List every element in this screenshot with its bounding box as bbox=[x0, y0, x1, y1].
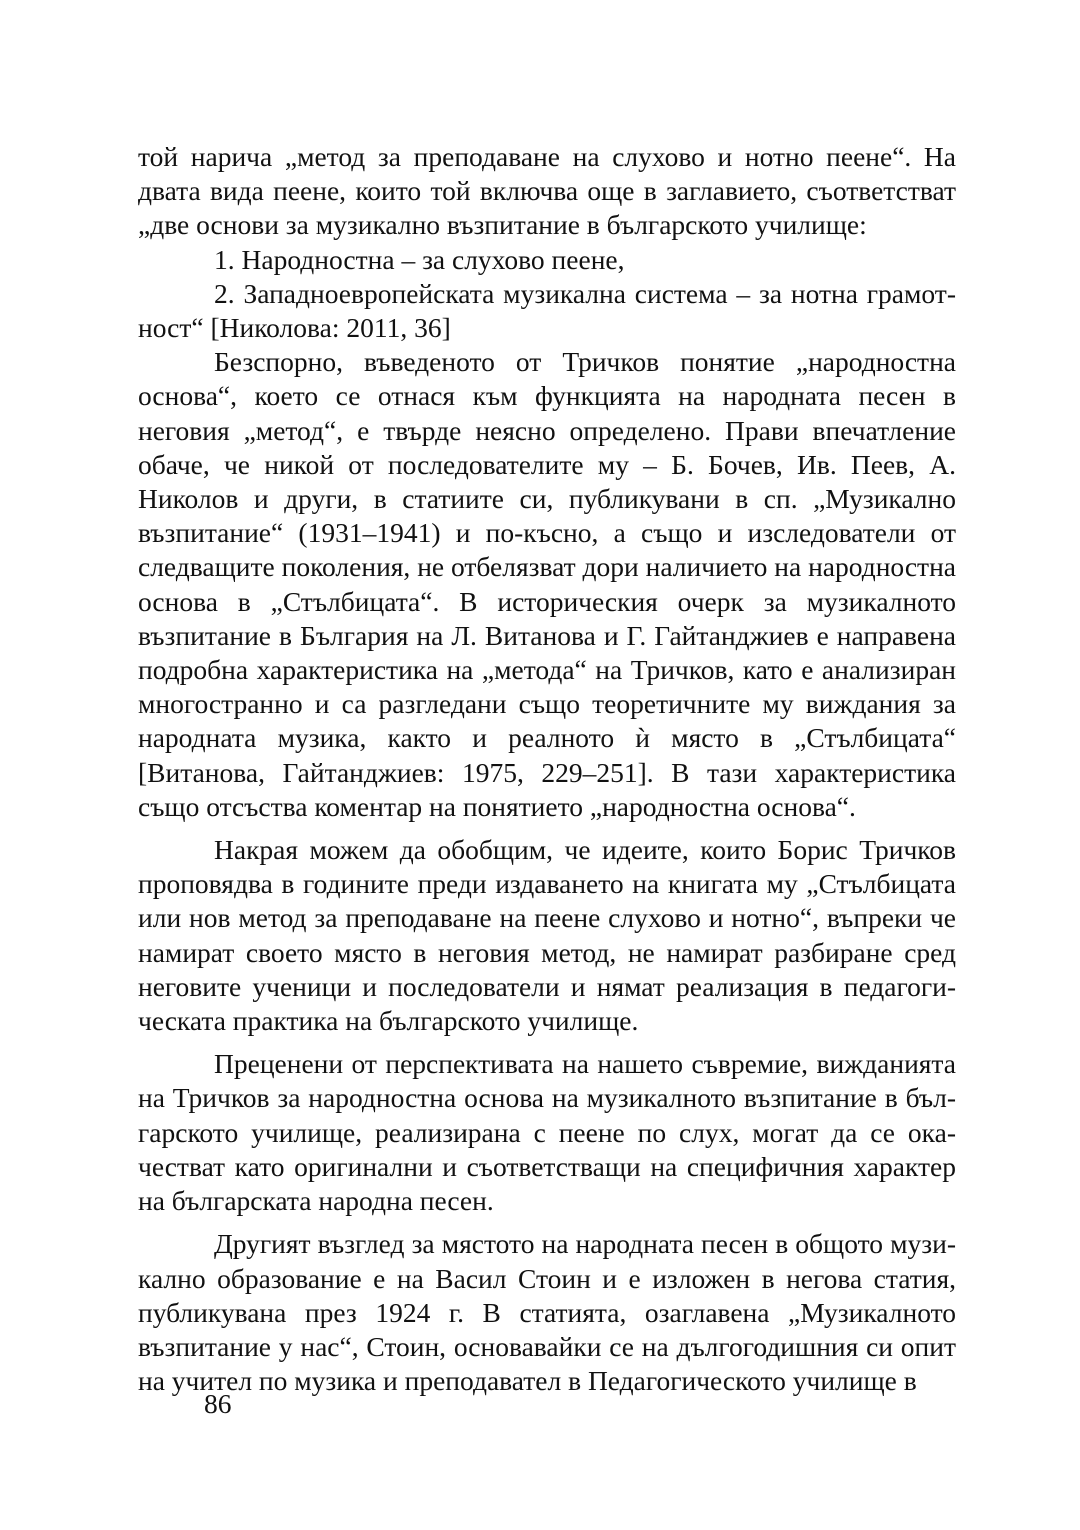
paragraph-1: той нарича „метод за преподаване на слухово и нотно пеене“. На двата вида пеене, които той включва още в заглавието, съответстват „две основи за музикално възпитание в българското училище: bbox=[138, 141, 956, 241]
list-item-2: 2. Западноевропейската музикална система – за нотна грамотност“ [Николова: 2011, 36] bbox=[138, 277, 956, 344]
paragraph-5: Другият възглед за мястото на народната песен в общото музикално образование е на Васил Стоин и е изложен в негова статия, публикувана през 1924 г. В статията, озаглавена „Музикалното възпитание у нас“, Стоин, основавайки се на дългогодишния си опит на учител по музика и преподавател в Педагогическото училище в bbox=[138, 1228, 956, 1397]
paragraph-2: Безспорно, въведеното от Тричков понятие „народностна основа“, което се отнася към функцията на народната песен в неговия „метод“, е твърде неясно определено. Прави впечатление обаче, че никой от последователите му – Б. Бочев, Ив. Пеев, А. Николов и други, в статиите си, публикувани в сп. „Музикално възпитание“ (1931–1941) и по-късно, а също и изследователи от следващите поколения, не отбелязват дори наличието на народностна основа в „Стълбицата“. В историческия очерк за музикалното възпитание в България на Л. Витанова и Г. Гайтанджиев е направена подробна характеристика на „метода“ на Тричков, като е анализиран многостранно и са разгледани също теоретичните му виждания за народната музика, както и реалното ѝ място в „Стълбицата“ [Витанова, Гайтанджиев: 1975, 229–251]. В тази характеристика също отсъства коментар на понятието „народностна основа“. bbox=[138, 346, 956, 822]
paragraph-4: Преценени от перспективата на нашето съвремие, вижданията на Тричков за народностна основа на музикалното възпитание в българското училище, реализирана с пеене по слух, могат да се окачестват като оригинални и съответстващи на специфичния характер на българската народна песен. bbox=[138, 1048, 956, 1217]
body-text bbox=[138, 140, 956, 1398]
list-item-1: 1. Народностна – за слухово пеене, bbox=[214, 243, 625, 275]
paragraph-3: Накрая можем да обобщим, че идеите, които Борис Тричков проповядва в годините преди издаването на книгата му „Стълбицата или нов метод за преподаване на пеене слухово и нотно“, въпреки че намират своето място в неговия метод, не намират разбиране сред неговите ученици и последователи и нямат реализация в педагогическата практика на българското училище. bbox=[138, 834, 956, 1037]
page-number: 86 bbox=[204, 1388, 232, 1419]
